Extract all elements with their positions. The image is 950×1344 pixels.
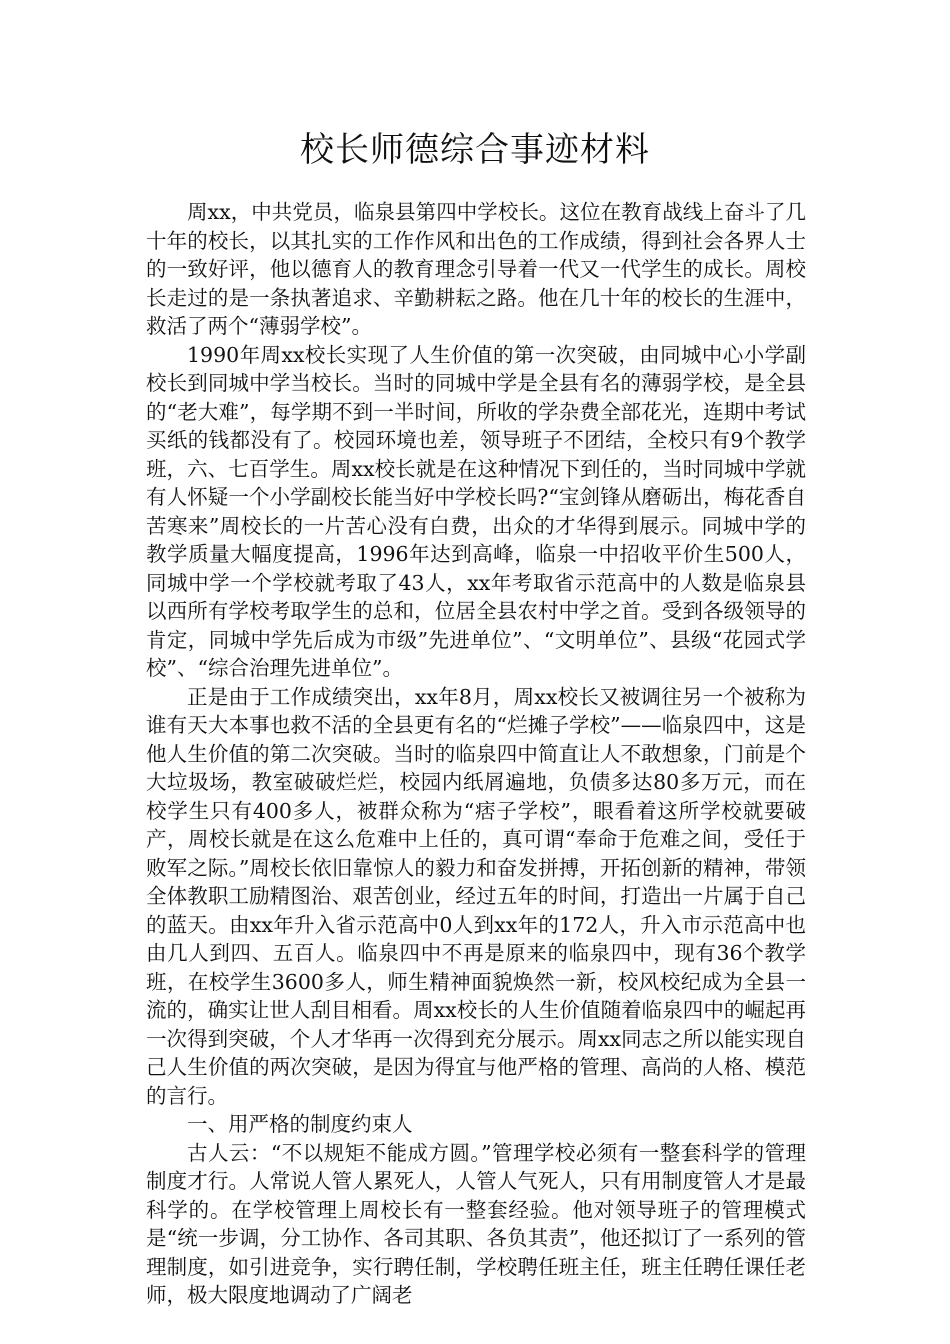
paragraph-first-breakthrough: 1990年周xx校长实现了人生价值的第一次突破，由同城中心小学副校长到同城中学当校长。当时的同城中学是全县有名的薄弱学校，是全县的“老大难”，每学期不到一半时间，所收的学杂费全部花光，连期中考试买纸的钱都没有了。校园环境也差，领导班子不团结，全校只有9个教学班，六、七百学生。周xx校长就是在这种情况下到任的，当时同城中学就有人怀疑一个小学副校长能当好中学校长吗?“宝剑锋从磨砺出，梅花香自苦寒来”周校长的一片苦心没有白费，出众的才华得到展示。同城中学的教学质量大幅度提高，1996年达到高峰，临泉一中招收平价生500人，同城中学一个学校就考取了43人，xx年考取省示范高中的人数是临泉县以西所有学校考取学生的总和，位居全县农村中学之首。受到各级领导的肯定，同城中学先后成为市级”先进单位”、“文明单位”、县级“花园式学校”、“综合治理先进单位”。 xyxy=(146,342,806,680)
paragraph-management: 古人云：“不以规矩不能成方圆。”管理学校必须有一整套科学的管理制度才行。人常说人管人累死人，人管人气死人，只有用制度管人才是最科学的。在学校管理上周校长有一整套经验。他对领导班子的管理模式是“统一步调，分工协作、各司其职、各负其责”，他还拟订了一系列的管理制度，如引进竞争，实行聘任制，学校聘任班主任，班主任聘任课任老师，极大限度地调动了广阔老 xyxy=(146,1140,806,1307)
section-heading: 一、用严格的制度约束人 xyxy=(187,1112,413,1136)
paragraph-intro: 周xx，中共党员，临泉县第四中学校长。这位在教育战线上奋斗了几十年的校长，以其扎实的工作作风和出色的工作成绩，得到社会各界人士的一致好评，他以德育人的教育理念引导着一代又一代学生的成长。周校长走过的是一条执著追求、辛勤耕耘之路。他在几十年的校长的生涯中，救活了两个“薄弱学校”。 xyxy=(146,200,806,338)
paragraph-second-breakthrough: 正是由于工作成绩突出，xx年8月，周xx校长又被调往另一个被称为谁有天大本事也救不活的全县更有名的“烂摊子学校”——临泉四中，这是他人生价值的第二次突破。当时的临泉四中简直让人不敢想象，门前是个大垃圾场，教室破破烂烂，校园内纸屑遍地，负债多达80多万元，而在校学生只有400多人，被群众称为“痞子学校”，眼看着这所学校就要破产，周校长就是在这么危难中上任的，真可谓“奉命于危难之间，受任于败军之际。”周校长依旧靠惊人的毅力和奋发拼搏，开拓创新的精神，带领全体教职工励精图治、艰苦创业，经过五年的时间，打造出一片属于自己的蓝天。由xx年升入省示范高中0人到xx年的172人，升入市示范高中也由几人到四、五百人。临泉四中不再是原来的临泉四中，现有36个教学班，在校学生3600多人，师生精神面貌焕然一新，校风校纪成为全县一流的，确实让世人刮目相看。周xx校长的人生价值随着临泉四中的崛起再一次得到突破，个人才华再一次得到充分展示。周xx同志之所以能实现自己人生价值的两次突破，是因为得宜与他严格的管理、高尚的人格、模范的言行。 xyxy=(146,684,806,1108)
document-body xyxy=(146,198,806,1310)
document-title: 校长师德综合事迹材料 xyxy=(300,130,650,170)
